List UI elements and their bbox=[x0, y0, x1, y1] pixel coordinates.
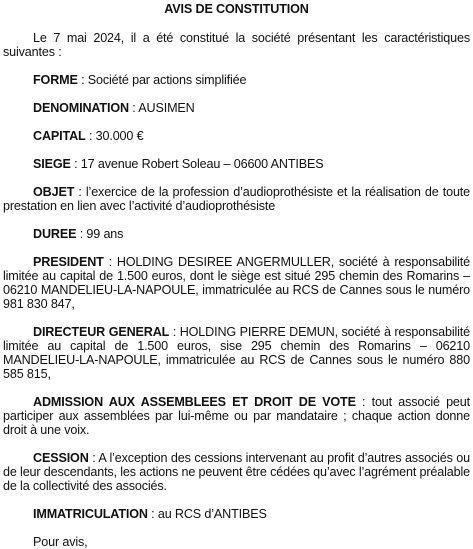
section-text: HOLDING DESIREE ANGERMULLER, société à responsabilité limitée au capital de 1.500 euros, dont le siège est situé 295 chemin des Romarins – 06210 MANDELIEU-LA-NAPOULE, immatriculée au RCS de Cannes sous le numéro 981 830 847, bbox=[3, 255, 470, 311]
section-separator: : bbox=[74, 185, 86, 199]
section-label: DUREE bbox=[33, 227, 77, 241]
section-label: CAPITAL bbox=[33, 129, 86, 143]
section-label: CESSION bbox=[33, 451, 89, 465]
section-separator: : bbox=[85, 129, 96, 143]
section-text: tout associé peut participer aux assemblées par lui-même ou par mandataire ; chaque action donne droit à une voix. bbox=[3, 395, 470, 437]
section-president bbox=[3, 255, 470, 311]
intro-paragraph: Le 7 mai 2024, il a été constitué la société présentant les caractéristiques suivantes : bbox=[3, 31, 470, 59]
section-admission bbox=[3, 395, 470, 437]
section-text: Société par actions simplifiée bbox=[87, 73, 247, 87]
section-label: OBJET bbox=[33, 185, 75, 199]
section-text: HOLDING PIERRE DEMUN, société à responsabilité limitée au capital de 1.500 euros, sise 295 chemin des Romarins – 06210 MANDELIEU-LA-NAPOULE, immatriculée au RCS de Cannes sous le numéro 880 585 815, bbox=[3, 325, 470, 381]
section-label: SIEGE bbox=[33, 157, 71, 171]
section-label: DENOMINATION bbox=[33, 101, 129, 115]
section-text: 99 ans bbox=[86, 227, 124, 241]
section-separator: : bbox=[70, 157, 81, 171]
section-text: AUSIMEN bbox=[138, 101, 195, 115]
section-label: FORME bbox=[33, 73, 78, 87]
section-immatriculation bbox=[3, 507, 470, 521]
section-forme bbox=[3, 73, 470, 87]
section-text: A l’exception des cessions intervenant au profit d’autres associés ou de leur descendants, les actions ne peuvent être cédées qu’avec l’agrément préalable de la collectivité des associés. bbox=[3, 451, 471, 493]
closing-line: Pour avis, bbox=[33, 535, 88, 549]
section-separator: : bbox=[128, 101, 139, 115]
section-separator: : bbox=[77, 73, 88, 87]
section-label: ADMISSION AUX ASSEMBLEES ET DROIT DE VOTE bbox=[33, 395, 356, 409]
section-text: l’exercice de la profession d’audioprothésiste et la réalisation de toute prestation en lien avec l’activité d’audioprothésiste bbox=[3, 185, 470, 213]
section-separator: : bbox=[76, 227, 87, 241]
section-capital bbox=[3, 129, 470, 143]
section-text: 17 avenue Robert Soleau – 06600 ANTIBES bbox=[80, 157, 324, 171]
section-separator: : bbox=[88, 451, 99, 465]
section-directeur-general bbox=[3, 325, 470, 381]
section-duree bbox=[3, 227, 470, 241]
section-separator: : bbox=[169, 325, 180, 339]
section-text: 30.000 € bbox=[95, 129, 144, 143]
section-separator: : bbox=[147, 507, 158, 521]
notice-title: AVIS DE CONSTITUTION bbox=[164, 2, 309, 16]
section-separator: : bbox=[103, 255, 117, 269]
section-label: IMMATRICULATION bbox=[33, 507, 148, 521]
section-label: DIRECTEUR GENERAL bbox=[33, 325, 170, 339]
section-siege bbox=[3, 157, 470, 171]
section-text: au RCS d’ANTIBES bbox=[157, 507, 267, 521]
section-denomination bbox=[3, 101, 470, 115]
section-objet bbox=[3, 185, 470, 213]
section-cession bbox=[3, 451, 470, 493]
section-label: PRESIDENT bbox=[33, 255, 104, 269]
section-separator: : bbox=[355, 395, 372, 409]
